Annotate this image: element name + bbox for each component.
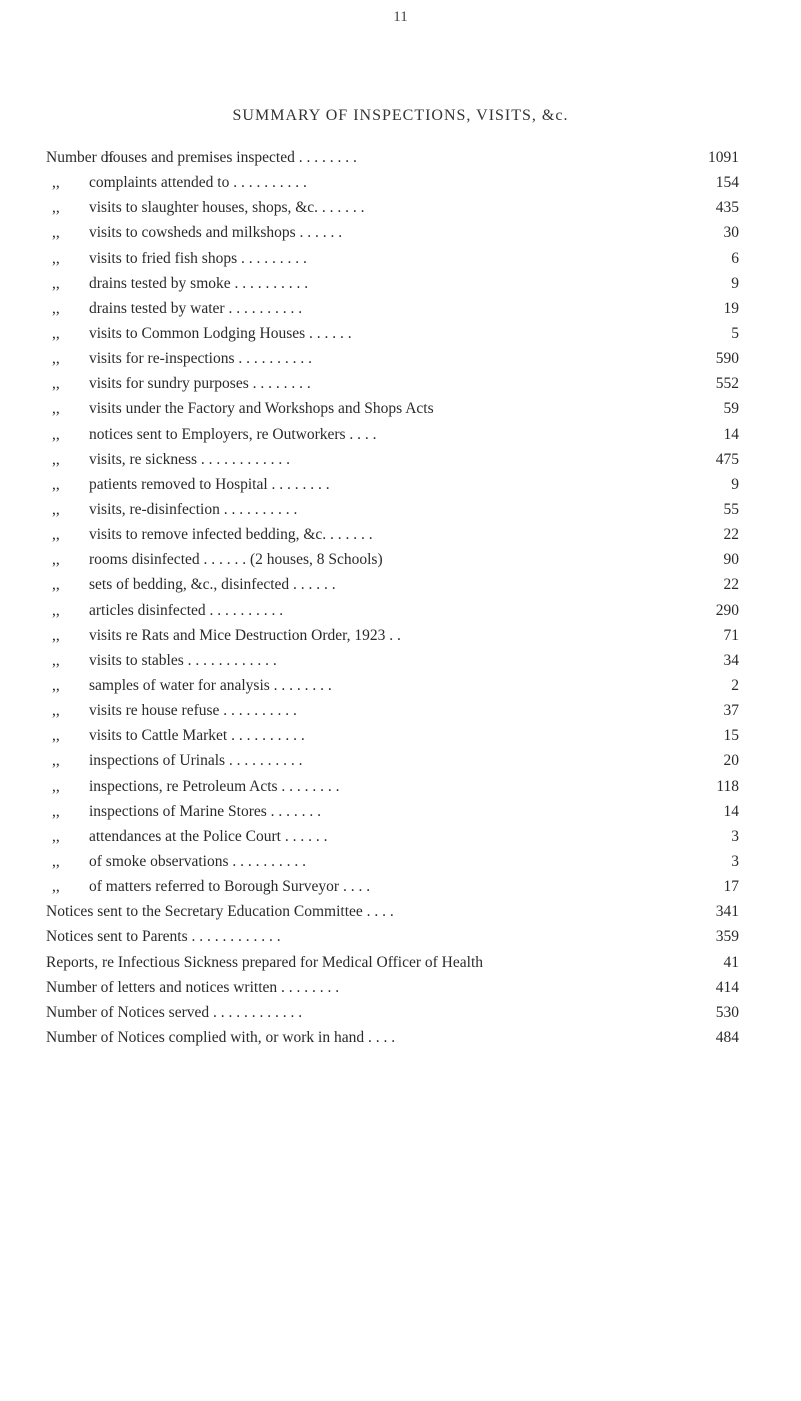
row-label: visits to Common Lodging Houses . . . . . . xyxy=(89,324,352,342)
row-lead: Number of xyxy=(46,149,114,166)
table-row xyxy=(0,723,801,748)
table-row xyxy=(0,396,801,421)
table-row xyxy=(0,547,801,572)
row-lead: ,, xyxy=(52,224,60,242)
row-lead: ,, xyxy=(52,752,60,770)
row-value: 154 xyxy=(715,174,739,192)
row-lead: ,, xyxy=(52,400,60,418)
row-lead: ,, xyxy=(52,249,60,267)
row-label: Number of Notices complied with, or work in hand . . . . xyxy=(46,1028,396,1046)
row-label: inspections, re Petroleum Acts . . . . . . . . xyxy=(89,777,340,795)
table-row xyxy=(0,648,801,673)
table-row xyxy=(0,422,801,447)
row-value: 14 xyxy=(723,425,739,443)
row-lead: ,, xyxy=(52,551,60,569)
row-label: visits, re-disinfection . . . . . . . . . . xyxy=(89,500,298,518)
row-label: visits to slaughter houses, shops, &c. . . . . . . xyxy=(89,199,365,217)
row-value: 22 xyxy=(723,526,739,544)
row-lead: ,, xyxy=(52,350,60,368)
row-lead: ,, xyxy=(52,576,60,594)
row-label: Number of Notices served . . . . . . . . . . . . xyxy=(46,1003,303,1021)
row-lead: ,, xyxy=(52,777,60,795)
row-value: 71 xyxy=(723,626,739,644)
row-value: 37 xyxy=(723,702,739,720)
row-label: inspections of Urinals . . . . . . . . . . xyxy=(89,752,303,770)
table-row xyxy=(0,346,801,371)
row-lead: ,, xyxy=(52,727,60,745)
table-row xyxy=(0,497,801,522)
row-value: 22 xyxy=(723,576,739,594)
row-value: 19 xyxy=(723,299,739,317)
table-row xyxy=(0,472,801,497)
row-value: 30 xyxy=(723,224,739,242)
row-label: visits to fried fish shops . . . . . . . . . xyxy=(89,249,307,267)
row-label: visits to Cattle Market . . . . . . . . . . xyxy=(89,727,305,745)
row-value: 14 xyxy=(723,802,739,820)
table-row xyxy=(0,195,801,220)
row-value: 59 xyxy=(723,400,739,418)
row-value: 2 xyxy=(731,676,739,694)
table-row xyxy=(0,899,801,924)
table-row xyxy=(0,271,801,296)
row-lead: ,, xyxy=(52,299,60,317)
table-row xyxy=(0,673,801,698)
row-label: visits to stables . . . . . . . . . . . . xyxy=(89,651,277,669)
table-row xyxy=(0,246,801,271)
row-label: visits for sundry purposes . . . . . . . . xyxy=(89,375,311,393)
row-value: 9 xyxy=(731,475,739,493)
table-row xyxy=(0,1025,801,1050)
table-row xyxy=(0,1000,801,1025)
row-value: 552 xyxy=(715,375,739,393)
table-row xyxy=(0,296,801,321)
row-label: inspections of Marine Stores . . . . . . . xyxy=(89,802,322,820)
row-label: Reports, re Infectious Sickness prepared for Medical Officer of Health xyxy=(46,953,483,971)
table-row xyxy=(0,824,801,849)
row-lead: ,, xyxy=(52,526,60,544)
row-value: 6 xyxy=(731,249,739,267)
row-label: visits re Rats and Mice Destruction Order, 1923 . . xyxy=(89,626,401,644)
row-label: drains tested by smoke . . . . . . . . . . xyxy=(89,274,309,292)
row-value: 359 xyxy=(715,928,739,946)
row-label: visits under the Factory and Workshops and Shops Acts xyxy=(89,400,434,418)
row-value: 1091 xyxy=(708,149,739,166)
row-value: 5 xyxy=(731,324,739,342)
table-row xyxy=(0,698,801,723)
row-value: 55 xyxy=(723,500,739,518)
table-row xyxy=(0,220,801,245)
row-value: 3 xyxy=(731,827,739,845)
table-row xyxy=(0,924,801,949)
row-label: visits, re sickness . . . . . . . . . . . . xyxy=(89,450,291,468)
row-value: 20 xyxy=(723,752,739,770)
row-label: rooms disinfected . . . . . . (2 houses, 8 Schools) xyxy=(89,551,383,569)
row-lead: ,, xyxy=(52,500,60,518)
row-value: 90 xyxy=(723,551,739,569)
row-lead: ,, xyxy=(52,375,60,393)
row-value: 3 xyxy=(731,852,739,870)
table-row xyxy=(0,572,801,597)
table-row xyxy=(0,950,801,975)
table-row xyxy=(0,371,801,396)
row-value: 484 xyxy=(715,1028,739,1046)
table-row xyxy=(0,145,801,170)
row-label: complaints attended to . . . . . . . . . . xyxy=(89,174,307,192)
table-row xyxy=(0,748,801,773)
row-lead: ,, xyxy=(52,199,60,217)
row-label: drains tested by water . . . . . . . . . . xyxy=(89,299,303,317)
table-row xyxy=(0,623,801,648)
table-row xyxy=(0,321,801,346)
row-value: 34 xyxy=(723,651,739,669)
row-value: 15 xyxy=(723,727,739,745)
row-value: 17 xyxy=(723,878,739,896)
table-row xyxy=(0,849,801,874)
row-lead: ,, xyxy=(52,827,60,845)
table-row xyxy=(0,447,801,472)
row-lead: ,, xyxy=(52,626,60,644)
row-value: 290 xyxy=(715,601,739,619)
row-value: 414 xyxy=(715,978,739,996)
row-label: visits re house refuse . . . . . . . . . . xyxy=(89,702,297,720)
row-lead: ,, xyxy=(52,425,60,443)
row-label: Number of letters and notices written . . . . . . . . xyxy=(46,978,340,996)
row-label: notices sent to Employers, re Outworkers . . . . xyxy=(89,425,377,443)
row-value: 435 xyxy=(715,199,739,217)
table-row xyxy=(0,170,801,195)
row-label: Notices sent to Parents . . . . . . . . . . . . xyxy=(46,928,281,946)
row-lead: ,, xyxy=(52,676,60,694)
row-label: patients removed to Hospital . . . . . . . . xyxy=(89,475,330,493)
summary-table xyxy=(0,145,801,1050)
row-value: 341 xyxy=(715,903,739,921)
row-label: of matters referred to Borough Surveyor . . . . xyxy=(89,878,371,896)
row-value: 118 xyxy=(716,777,739,795)
row-lead: ,, xyxy=(52,702,60,720)
table-row xyxy=(0,774,801,799)
row-label: Notices sent to the Secretary Education Committee . . . . xyxy=(46,903,394,921)
table-row xyxy=(0,522,801,547)
row-label: samples of water for analysis . . . . . . . . xyxy=(89,676,332,694)
row-value: 530 xyxy=(715,1003,739,1021)
row-lead: ,, xyxy=(52,174,60,192)
table-row xyxy=(0,598,801,623)
row-label: of smoke observations . . . . . . . . . . xyxy=(89,852,306,870)
row-label: articles disinfected . . . . . . . . . . xyxy=(89,601,284,619)
row-lead: ,, xyxy=(52,802,60,820)
row-lead: ,, xyxy=(52,601,60,619)
row-label: attendances at the Police Court . . . . . . xyxy=(89,827,328,845)
table-row xyxy=(0,975,801,1000)
row-value: 475 xyxy=(715,450,739,468)
row-label: houses and premises inspected . . . . . . . . xyxy=(105,149,357,166)
row-lead: ,, xyxy=(52,274,60,292)
table-row xyxy=(0,799,801,824)
row-lead: ,, xyxy=(52,852,60,870)
row-lead: ,, xyxy=(52,878,60,896)
row-value: 9 xyxy=(731,274,739,292)
row-label: visits to cowsheds and milkshops . . . . . . xyxy=(89,224,343,242)
page-title: SUMMARY OF INSPECTIONS, VISITS, &c. xyxy=(232,107,569,124)
row-label: sets of bedding, &c., disinfected . . . . . . xyxy=(89,576,336,594)
row-lead: ,, xyxy=(52,450,60,468)
page-number: 11 xyxy=(393,9,408,25)
row-lead: ,, xyxy=(52,324,60,342)
row-lead: ,, xyxy=(52,475,60,493)
row-lead: ,, xyxy=(52,651,60,669)
row-label: visits for re-inspections . . . . . . . . . . xyxy=(89,350,313,368)
row-label: visits to remove infected bedding, &c. . . . . . . xyxy=(89,526,373,544)
row-value: 41 xyxy=(723,953,739,971)
row-value: 590 xyxy=(715,350,739,368)
table-row xyxy=(0,874,801,899)
